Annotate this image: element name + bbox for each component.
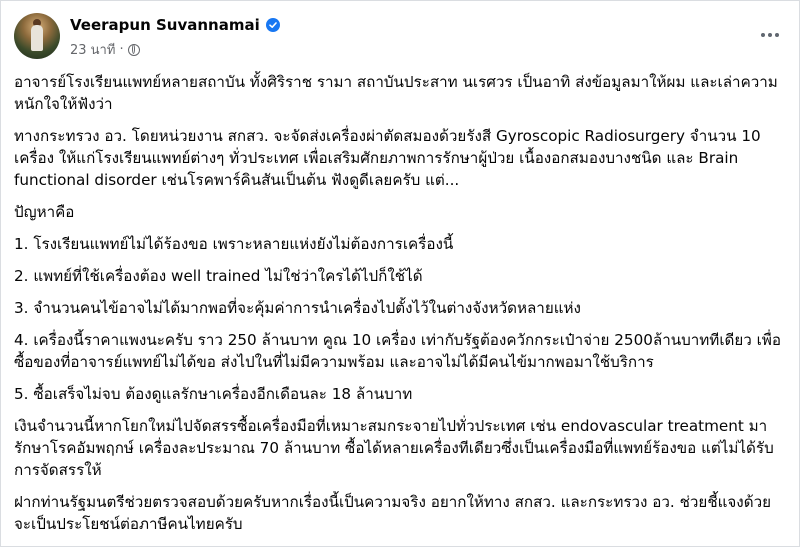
avatar[interactable] (14, 13, 60, 59)
post-timestamp[interactable]: 23 นาที (70, 43, 116, 58)
post-meta (70, 39, 140, 60)
post-paragraph: 2. แพทย์ที่ใช้เครื่องต้อง well trained ไม่ใช่ว่าใครได้ไปก็ใช้ได้ (14, 267, 423, 285)
dot (775, 33, 779, 37)
dot (768, 33, 772, 37)
more-options-icon[interactable] (755, 23, 785, 47)
post-paragraph: 4. เครื่องนี้ราคาแพงนะครับ ราว 250 ล้านบาท คูณ 10 เครื่อง เท่ากับรัฐต้องควักกระเป๋าจ่าย 2500ล้านบาททีเดียว เพื่อซื้อของที่อาจารย์แพทย์ไม่ได้ขอ ส่งไปในที่ไม่มีความพร้อม และอาจไม่ได้มีคนไข้มากพอมาใช้บริการ (14, 331, 781, 371)
post-paragraph: 3. จำนวนคนไข้อาจไม่ได้มากพอที่จะคุ้มค่าการนำเครื่องไปตั้งไว้ในต่างจังหวัดหลายแห่ง (14, 299, 581, 317)
post-body (14, 71, 784, 545)
author-row (70, 16, 280, 34)
post-paragraph: เงินจำนวนนี้หากโยกใหม่ไปจัดสรรซื้อเครื่องมือที่เหมาะสมกระจายไปทั่วประเทศ เช่น endovascular treatment มารักษาโรคอัมพฤกษ์ เครื่องละประมาณ 70 ล้านบาท ซื้อได้หลายเครื่องทีเดียวซึ่งเป็นเครื่องมือที่แพทย์ร้องขอ แต่ไม่ได้รับการจัดสรรให้ (14, 417, 774, 479)
post-header (14, 13, 789, 65)
post-paragraph: ฝากท่านรัฐมนตรีช่วยตรวจสอบด้วยครับหากเรื่องนี้เป็นความจริง อยากให้ทาง สกสว. และกระทรวง อว. ช่วยชี้แจงด้วยจะเป็นประโยชน์ต่อภาษีคนไทยครับ (14, 493, 772, 533)
check-icon (268, 20, 278, 30)
verified-badge-icon (266, 18, 280, 32)
author-name[interactable]: Veerapun Suvannamai (70, 16, 260, 34)
meta-separator: · (119, 42, 124, 57)
dot (761, 33, 765, 37)
post-paragraph: ทางกระทรวง อว. โดยหน่วยงาน สกสว. จะจัดส่งเครื่องผ่าตัดสมองด้วยรังสี Gyroscopic Radiosurgery จำนวน 10 เครื่อง ให้แก่โรงเรียนแพทย์ต่างๆ ทั่วประเทศ เพื่อเสริมศักยภาพการรักษาผู้ป่วย เนื้องอกสมองบางชนิด และ Brain functional disorder เช่นโรคพาร์คินสันเป็นต้น ฟังดูดีเลยครับ แต่... (14, 127, 761, 189)
post-paragraph: 5. ซื้อเสร็จไม่จบ ต้องดูแลรักษาเครื่องอีกเดือนละ 18 ล้านบาท (14, 385, 413, 403)
avatar-figure (31, 25, 43, 51)
post-paragraph: ปัญหาคือ (14, 203, 75, 221)
globe-icon[interactable] (128, 44, 140, 56)
post-paragraph: อาจารย์โรงเรียนแพทย์หลายสถาบัน ทั้งศิริราช รามา สถาบันประสาท นเรศวร เป็นอาทิ ส่งข้อมูลมาให้ผม และเล่าความหนักใจให้ฟังว่า (14, 73, 778, 113)
post-paragraph: 1. โรงเรียนแพทย์ไม่ได้ร้องขอ เพราะหลายแห่งยังไม่ต้องการเครื่องนี้ (14, 235, 454, 253)
